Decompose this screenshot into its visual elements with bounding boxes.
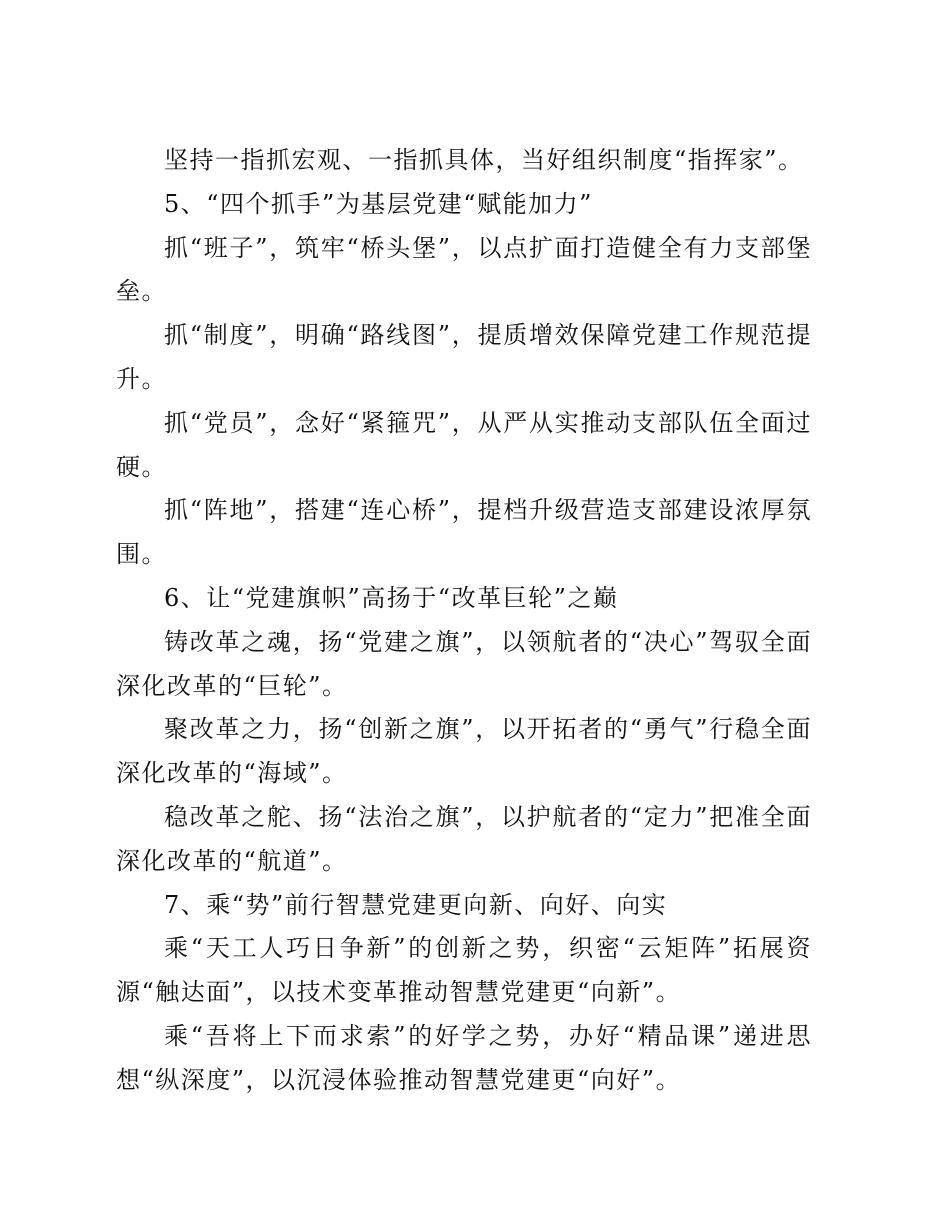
paragraph: 乘“天工人巧日争新”的创新之势，织密“云矩阵”拓展资源“触达面”，以技术变革推动智慧党建更“向新”。 [116, 934, 812, 1007]
paragraph: 乘“吾将上下而求索”的好学之势，办好“精品课”递进思想“纵深度”，以沉浸体验推动智慧党建更“向好”。 [116, 1021, 812, 1094]
paragraph: 抓“制度”，明确“路线图”，提质增效保障党建工作规范提升。 [116, 321, 812, 393]
paragraph: 抓“党员”，念好“紧箍咒”，从严从实推动支部队伍全面过硬。 [116, 408, 812, 481]
document-page [116, 139, 812, 1103]
paragraph: 抓“阵地”，搭建“连心桥”，提档升级营造支部建设浓厚氛围。 [116, 496, 812, 569]
paragraph: 抓“班子”，筑牢“桥头堡”，以点扩面打造健全有力支部堡垒。 [116, 233, 812, 306]
paragraph: 稳改革之舵、扬“法治之旗”，以护航者的“定力”把准全面深化改革的“航道”。 [116, 802, 812, 875]
paragraph: 铸改革之魂，扬“党建之旗”，以领航者的“决心”驾驭全面深化改革的“巨轮”。 [116, 627, 812, 700]
section-heading: 7、乘“势”前行智慧党建更向新、向好、向实 [164, 890, 668, 919]
paragraph: 坚持一指抓宏观、一指抓具体，当好组织制度“指挥家”。 [164, 146, 804, 174]
section-heading: 5、“四个抓手”为基层党建“赋能加力” [164, 189, 593, 218]
section-heading: 6、让“党建旗帜”高扬于“改革巨轮”之巅 [164, 583, 619, 612]
paragraph: 聚改革之力，扬“创新之旗”，以开拓者的“勇气”行稳全面深化改革的“海域”。 [116, 715, 812, 788]
